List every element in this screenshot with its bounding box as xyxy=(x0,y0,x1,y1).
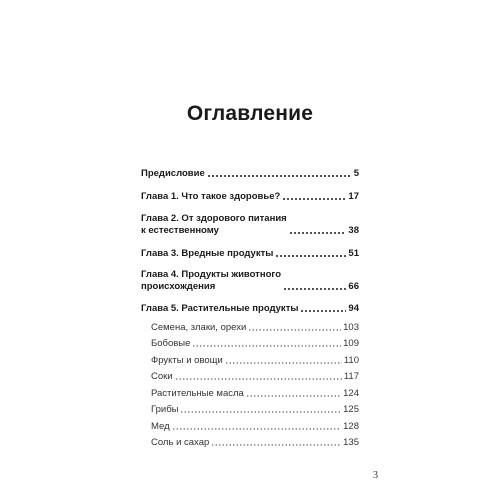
toc-subentry-label: Бобовые xyxy=(151,338,191,349)
dot-leader xyxy=(172,428,342,430)
toc-entry-label: Глава 1. Что такое здоровье? xyxy=(141,191,281,202)
toc-entry-chapter-1[interactable] xyxy=(141,191,359,203)
toc-entry-label: Глава 5. Растительные продукты xyxy=(141,303,299,314)
dot-leader xyxy=(300,310,346,312)
toc-entry-page: 51 xyxy=(348,248,359,259)
toc-subentry-salt-sugar[interactable] xyxy=(151,437,359,449)
toc-subentry-mushrooms[interactable] xyxy=(151,404,359,416)
toc-subentry-oils[interactable] xyxy=(151,388,359,400)
toc-subentry-fruits[interactable] xyxy=(151,355,359,367)
toc-entry-label-line2: к естественному xyxy=(141,225,219,236)
toc-entry-chapter-2[interactable] xyxy=(141,213,359,237)
dot-leader xyxy=(211,444,341,446)
toc-subentry-page: 124 xyxy=(343,388,359,399)
toc-subentry-legumes[interactable] xyxy=(151,338,359,350)
toc-subentry-page: 103 xyxy=(343,322,359,333)
toc-entry-label: Глава 3. Вредные продукты xyxy=(141,248,274,259)
toc-entry-label-line1: Глава 4. Продукты животного xyxy=(141,269,282,280)
toc-entry-label xyxy=(141,269,281,293)
toc-entry-page: 94 xyxy=(348,303,359,314)
toc-subentry-page: 117 xyxy=(343,371,359,382)
toc-subentry-page: 109 xyxy=(343,338,359,349)
toc-subentry-label: Семена, злаки, орехи xyxy=(151,322,247,333)
dot-leader xyxy=(175,378,342,380)
toc-entry-chapter-3[interactable] xyxy=(141,248,359,260)
toc-entry-label-line2: происхождения xyxy=(141,281,216,292)
dot-leader xyxy=(289,232,347,234)
dot-leader xyxy=(275,255,346,257)
toc-entry-page: 66 xyxy=(348,281,359,292)
toc-entry-preface[interactable] xyxy=(141,168,359,180)
toc-entry-label xyxy=(141,213,287,237)
toc-entry-page: 5 xyxy=(353,168,359,179)
toc-subentry-label: Грибы xyxy=(151,404,179,415)
dot-leader xyxy=(282,198,346,200)
toc-subentry-label: Растительные масла xyxy=(151,388,244,399)
toc-entry-page: 38 xyxy=(348,225,359,236)
dot-leader xyxy=(283,288,346,290)
toc-subentry-page: 110 xyxy=(343,355,359,366)
toc-subentry-seeds[interactable] xyxy=(151,322,359,334)
dot-leader xyxy=(192,345,341,347)
toc-subentry-honey[interactable] xyxy=(151,421,359,433)
toc-subentry-label: Соки xyxy=(151,371,173,382)
toc-subentry-page: 125 xyxy=(343,404,359,415)
dot-leader xyxy=(180,411,341,413)
toc-subentry-page: 135 xyxy=(343,437,359,448)
toc-title: Оглавление xyxy=(186,102,314,125)
dot-leader xyxy=(246,395,341,397)
dot-leader xyxy=(207,175,352,177)
toc-entry-label-line1: Глава 2. От здорового питания xyxy=(141,213,287,224)
toc-entry-chapter-5[interactable] xyxy=(141,303,359,315)
toc-subentry-label: Мед xyxy=(151,421,170,432)
page-number: 3 xyxy=(373,470,378,481)
toc-entry-label: Предисловие xyxy=(141,168,205,179)
toc-subentry-juices[interactable] xyxy=(151,371,359,383)
toc-entry-page: 17 xyxy=(348,191,359,202)
dot-leader xyxy=(248,329,341,331)
dot-leader xyxy=(225,362,342,364)
toc-subentry-page: 128 xyxy=(343,421,359,432)
toc-entry-chapter-4[interactable] xyxy=(141,269,359,293)
toc-subentry-label: Фрукты и овощи xyxy=(151,355,223,366)
toc-subentry-label: Соль и сахар xyxy=(151,437,210,448)
